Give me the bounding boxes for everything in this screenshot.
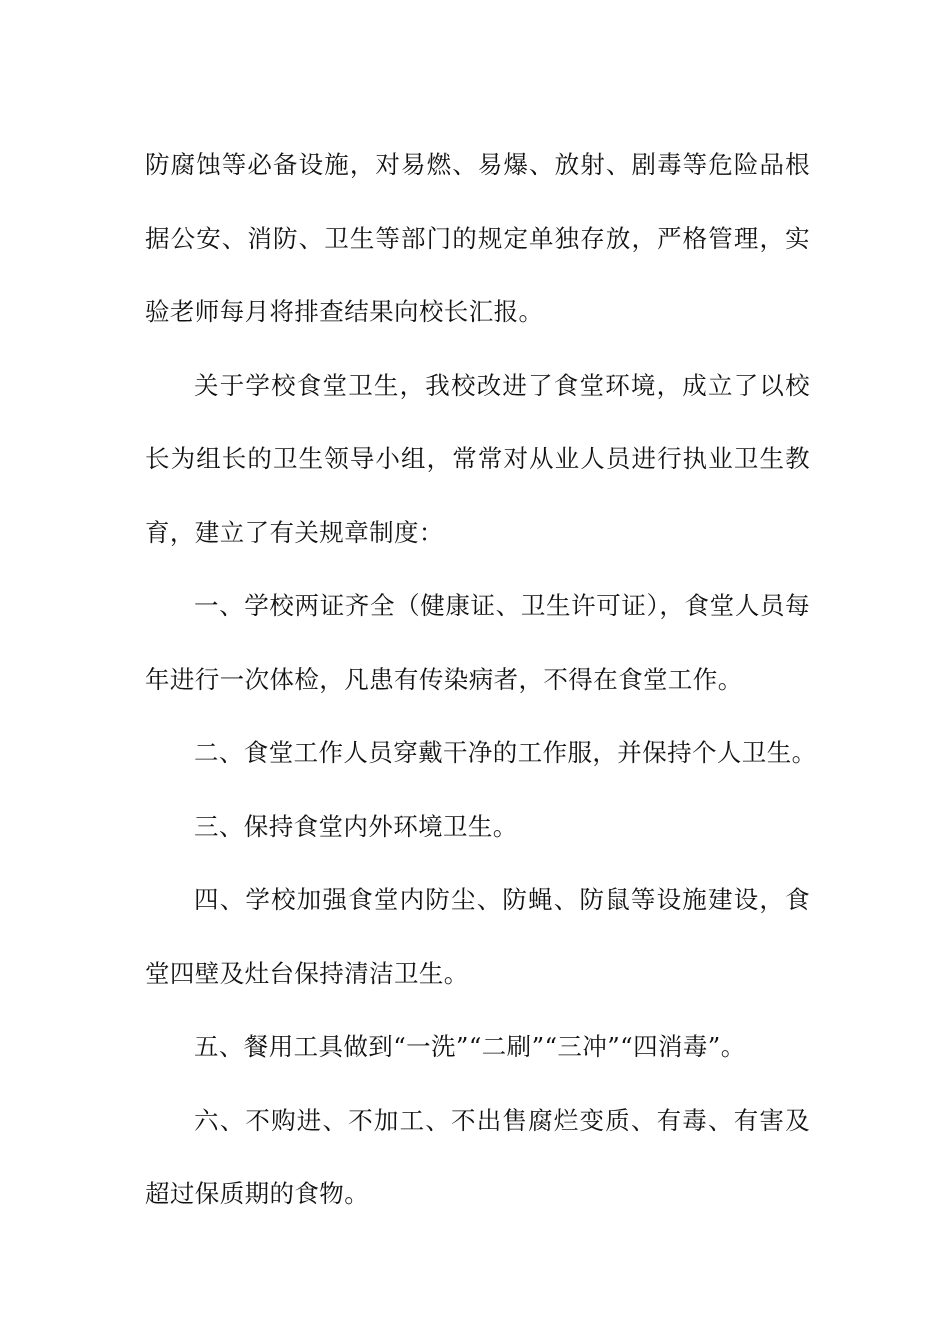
paragraph-canteen-intro: 关于学校食堂卫生，我校改进了食堂环境，成立了以校长为组长的卫生领导小组，常常对从业人员进行执业卫生教育，建立了有关规章制度：	[145, 370, 810, 547]
document-body	[145, 128, 817, 1231]
paragraph-rule-1: 一、学校两证齐全（健康证、卫生许可证），食堂人员每年进行一次体检，凡患有传染病者，不得在食堂工作。	[145, 591, 810, 694]
paragraph-rule-3: 三、保持食堂内外环境卫生。	[194, 811, 518, 841]
paragraph-continuation: 防腐蚀等必备设施，对易燃、易爆、放射、剧毒等危险品根据公安、消防、卫生等部门的规定单独存放，严格管理，实验老师每月将排查结果向校长汇报。	[145, 150, 810, 326]
paragraph-rule-4: 四、学校加强食堂内防尘、防蝇、防鼠等设施建设，食堂四壁及灶台保持清洁卫生。	[145, 885, 810, 988]
paragraph-rule-6: 六、不购进、不加工、不出售腐烂变质、有毒、有害及超过保质期的食物。	[145, 1105, 810, 1208]
paragraph-rule-5: 五、餐用工具做到“一洗”“二刷”“三冲”“四消毒”。	[194, 1032, 746, 1061]
paragraph-rule-2: 二、食堂工作人员穿戴干净的工作服，并保持个人卫生。	[194, 738, 817, 767]
